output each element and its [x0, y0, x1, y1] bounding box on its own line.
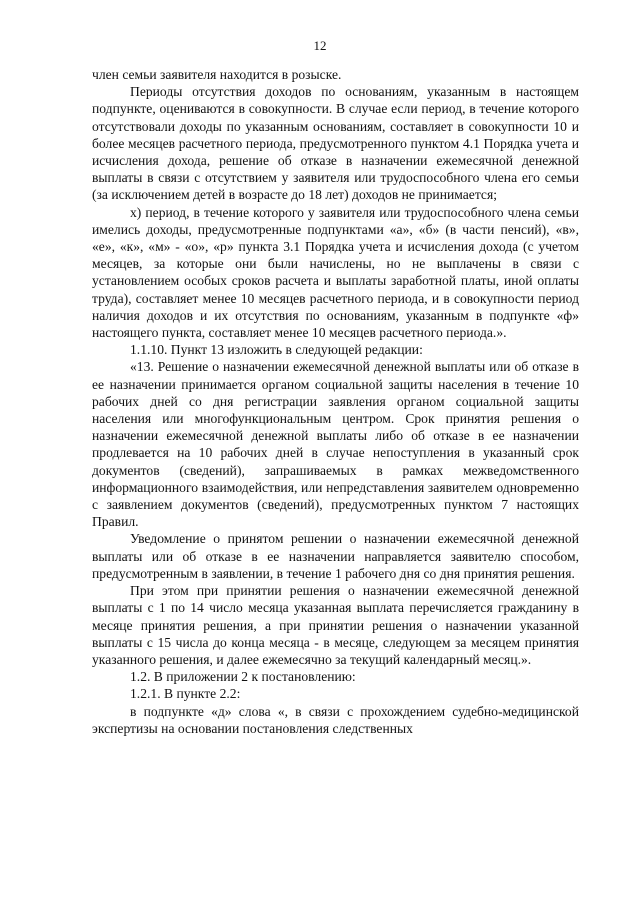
paragraph-item-1-2: 1.2. В приложении 2 к постановлению:	[130, 669, 356, 685]
page-number: 12	[313, 38, 327, 53]
paragraph-subitem-d: в подпункте «д» слова «, в связи с прохождением судебно-медицинской экспертизы на основании постановления следственных	[92, 703, 579, 736]
paragraph-item-1-1-10: 1.1.10. Пункт 13 изложить в следующей редакции:	[130, 342, 423, 358]
paragraph-continuation: член семьи заявителя находится в розыске.	[92, 67, 342, 82]
paragraph-clause-13: «13. Решение о назначении ежемесячной денежной выплаты или об отказе в ее назначении принимается органом социальной защиты населения в течение 10 рабочих дней со дня регистрации заявления органом социальной защиты населения или многофункциональным центром. Срок принятия решения о назначении ежемесячной денежной выплаты либо об отказе в ее назначении продлевается на 10 рабочих дней в случае непоступления в указанный срок документов (сведений), запрашиваемых в рамках межведомственного информационного взаимодействия, или непредставления заявителем одновременно с заявлением документов (сведений), предусмотренных пунктом 7 настоящих Правил.	[92, 359, 579, 530]
paragraph-item-1-2-1: 1.2.1. В пункте 2.2:	[130, 686, 241, 702]
paragraph-payment-timing: При этом при принятии решения о назначении ежемесячной денежной выплаты с 1 по 14 число месяца указанная выплата перечисляется гражданину в месяце принятия решения, а при принятии решения о назначении указанной выплаты с 15 числа до конца месяца - в месяце, следующем за месяцем принятия указанного решения, и далее ежемесячно за текущий календарный месяц.».	[92, 583, 579, 667]
paragraph-subitem-kh: х) период, в течение которого у заявителя или трудоспособного члена семьи имелись доходы, предусмотренные подпунктами «а», «б» (в части пенсий), «в», «е», «к», «м» - «о», «р» пункта 3.1 Порядка учета и исчисления дохода (с учетом месяцев, за которые они были начислены, но не выплачены в связи с установлением особых сроков расчета и выплаты заработной платы, иной оплаты труда), составляет менее 10 месяцев расчетного периода, и в совокупности период наличия доходов и их отсутствия по основаниям, указанным в подпункте «ф» настоящего пункта, составляет менее 10 месяцев расчетного периода.».	[92, 204, 579, 341]
document-text	[92, 66, 579, 737]
paragraph-absence-periods: Периоды отсутствия доходов по основаниям, указанным в настоящем подпункте, оцениваются в совокупности. В случае если период, в течение которого отсутствовали доходы по указанным основаниям, составляет в совокупности 10 и более месяцев расчетного периода, предусмотренного пунктом 4.1 Порядка учета и исчисления дохода, решение об отказе в назначении ежемесячной денежной выплаты в связи с отсутствием у заявителя или трудоспособного члена его семьи (за исключением детей в возрасте до 18 лет) доходов не принимается;	[92, 84, 579, 203]
paragraph-notification: Уведомление о принятом решении о назначении ежемесячной денежной выплаты или об отказе в ее назначении направляется заявителю способом, предусмотренным в заявлении, в течение 1 рабочего дня со дня принятия решения.	[92, 531, 579, 581]
